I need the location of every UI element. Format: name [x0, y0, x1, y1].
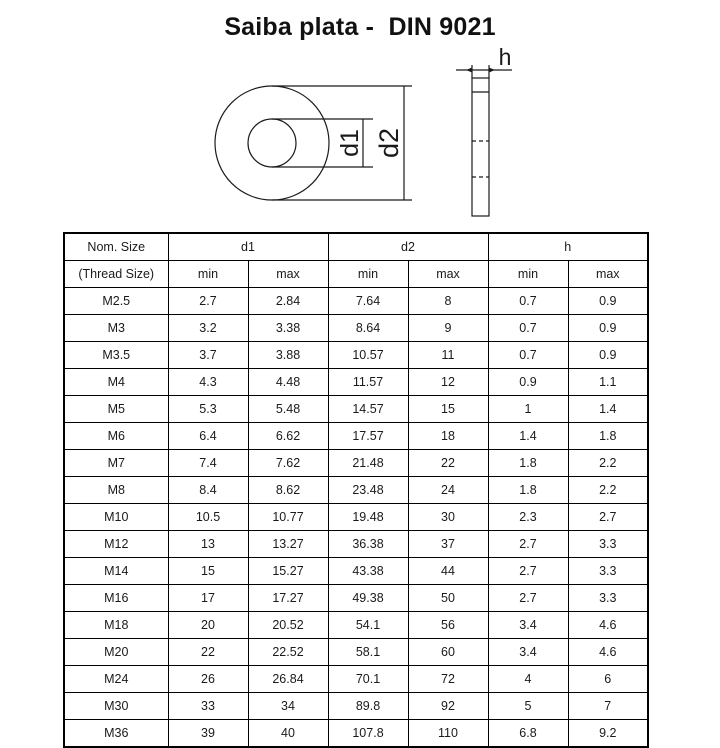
table-row: [64, 720, 648, 748]
cell-d1-min: 2.7: [168, 288, 248, 315]
table-row: [64, 342, 648, 369]
cell-h-min: 2.7: [488, 585, 568, 612]
cell-d2-min: 49.38: [328, 585, 408, 612]
cell-d2-min: 8.64: [328, 315, 408, 342]
cell-d2-max: 22: [408, 450, 488, 477]
cell-d1-min: 4.3: [168, 369, 248, 396]
cell-d2-max: 15: [408, 396, 488, 423]
cell-d2-max: 50: [408, 585, 488, 612]
cell-d1-min: 26: [168, 666, 248, 693]
cell-nom-size: M3: [64, 315, 168, 342]
d1-label: d1: [336, 129, 364, 157]
cell-d2-max: 37: [408, 531, 488, 558]
cell-nom-size: M20: [64, 639, 168, 666]
cell-d1-max: 2.84: [248, 288, 328, 315]
cell-h-max: 0.9: [568, 288, 648, 315]
cell-h-max: 9.2: [568, 720, 648, 748]
table-row: [64, 504, 648, 531]
cell-d2-min: 17.57: [328, 423, 408, 450]
cell-d1-min: 33: [168, 693, 248, 720]
cell-h-max: 0.9: [568, 315, 648, 342]
cell-h-max: 2.7: [568, 504, 648, 531]
cell-d2-min: 11.57: [328, 369, 408, 396]
d2-label: d2: [374, 127, 404, 159]
header-h-min: min: [488, 261, 568, 288]
cell-nom-size: M2.5: [64, 288, 168, 315]
cell-h-min: 2.3: [488, 504, 568, 531]
cell-h-min: 5: [488, 693, 568, 720]
cell-d2-max: 8: [408, 288, 488, 315]
header-d2-min: min: [328, 261, 408, 288]
cell-d1-max: 15.27: [248, 558, 328, 585]
cell-h-min: 3.4: [488, 639, 568, 666]
cell-d2-min: 19.48: [328, 504, 408, 531]
cell-d2-max: 11: [408, 342, 488, 369]
cell-d1-max: 13.27: [248, 531, 328, 558]
page-title: Saiba plata - DIN 9021: [224, 13, 496, 41]
cell-h-max: 3.3: [568, 558, 648, 585]
cell-d2-min: 54.1: [328, 612, 408, 639]
cell-d1-min: 17: [168, 585, 248, 612]
cell-d1-min: 7.4: [168, 450, 248, 477]
cell-h-max: 2.2: [568, 450, 648, 477]
cell-nom-size: M10: [64, 504, 168, 531]
cell-d2-min: 23.48: [328, 477, 408, 504]
cell-h-min: 0.7: [488, 315, 568, 342]
cell-h-min: 6.8: [488, 720, 568, 748]
cell-d2-max: 92: [408, 693, 488, 720]
cell-d1-max: 10.77: [248, 504, 328, 531]
cell-d1-min: 22: [168, 639, 248, 666]
cell-d1-max: 7.62: [248, 450, 328, 477]
cell-h-max: 2.2: [568, 477, 648, 504]
header-group-h: h: [488, 233, 648, 261]
cell-d1-max: 34: [248, 693, 328, 720]
cell-nom-size: M4: [64, 369, 168, 396]
cell-d2-min: 21.48: [328, 450, 408, 477]
table-row: [64, 666, 648, 693]
washer-outer-circle: [215, 86, 329, 200]
table-body: [64, 288, 648, 748]
cell-d2-max: 30: [408, 504, 488, 531]
header-group-d2: d2: [328, 233, 488, 261]
cell-d1-max: 4.48: [248, 369, 328, 396]
cell-h-min: 1.8: [488, 477, 568, 504]
cell-nom-size: M14: [64, 558, 168, 585]
cell-d1-max: 26.84: [248, 666, 328, 693]
cell-d1-max: 40: [248, 720, 328, 748]
table-row: [64, 450, 648, 477]
cell-d1-max: 6.62: [248, 423, 328, 450]
cell-nom-size: M24: [64, 666, 168, 693]
cell-d1-min: 6.4: [168, 423, 248, 450]
cell-nom-size: M16: [64, 585, 168, 612]
cell-nom-size: M3.5: [64, 342, 168, 369]
cell-d1-min: 5.3: [168, 396, 248, 423]
table-row: [64, 288, 648, 315]
cell-d1-max: 5.48: [248, 396, 328, 423]
cell-d2-max: 18: [408, 423, 488, 450]
header-group-d1: d1: [168, 233, 328, 261]
cell-h-min: 0.7: [488, 342, 568, 369]
cell-d2-min: 36.38: [328, 531, 408, 558]
table-row: [64, 531, 648, 558]
table-row: [64, 396, 648, 423]
header-h-max: max: [568, 261, 648, 288]
cell-h-min: 2.7: [488, 558, 568, 585]
table-row: [64, 315, 648, 342]
washer-dimensions-table: [63, 232, 649, 748]
cell-d1-max: 22.52: [248, 639, 328, 666]
washer-inner-hole: [248, 119, 296, 167]
cell-d2-min: 43.38: [328, 558, 408, 585]
cell-h-min: 4: [488, 666, 568, 693]
table-row: [64, 558, 648, 585]
cell-d2-max: 60: [408, 639, 488, 666]
cell-h-max: 4.6: [568, 612, 648, 639]
table-row: [64, 423, 648, 450]
cell-h-max: 3.3: [568, 531, 648, 558]
cell-h-max: 3.3: [568, 585, 648, 612]
table-row: [64, 612, 648, 639]
cell-d1-max: 8.62: [248, 477, 328, 504]
cell-d2-max: 44: [408, 558, 488, 585]
cell-h-max: 6: [568, 666, 648, 693]
cell-d1-min: 3.7: [168, 342, 248, 369]
cell-nom-size: M8: [64, 477, 168, 504]
cell-nom-size: M7: [64, 450, 168, 477]
cell-h-min: 0.7: [488, 288, 568, 315]
header-nom-size-line1: Nom. Size: [64, 233, 168, 261]
table-header-row-subs: [64, 261, 648, 288]
washer-technical-drawing: [60, 45, 660, 225]
cell-h-max: 1.1: [568, 369, 648, 396]
cell-h-min: 3.4: [488, 612, 568, 639]
cell-nom-size: M5: [64, 396, 168, 423]
cell-d2-min: 70.1: [328, 666, 408, 693]
cell-d2-max: 56: [408, 612, 488, 639]
h-arrow-left: [466, 68, 472, 73]
cell-d2-max: 72: [408, 666, 488, 693]
cell-d2-min: 107.8: [328, 720, 408, 748]
cell-d2-min: 89.8: [328, 693, 408, 720]
cell-h-max: 4.6: [568, 639, 648, 666]
washer-side-view: [472, 78, 489, 216]
table-row: [64, 693, 648, 720]
table-header-row-groups: [64, 233, 648, 261]
cell-d2-min: 14.57: [328, 396, 408, 423]
header-d2-max: max: [408, 261, 488, 288]
cell-h-max: 1.8: [568, 423, 648, 450]
cell-h-max: 1.4: [568, 396, 648, 423]
cell-h-min: 1.4: [488, 423, 568, 450]
cell-d1-min: 8.4: [168, 477, 248, 504]
cell-d1-min: 39: [168, 720, 248, 748]
table-row: [64, 585, 648, 612]
cell-h-min: 1.8: [488, 450, 568, 477]
table-row: [64, 639, 648, 666]
cell-h-min: 1: [488, 396, 568, 423]
cell-d2-max: 24: [408, 477, 488, 504]
cell-d1-max: 3.38: [248, 315, 328, 342]
cell-nom-size: M30: [64, 693, 168, 720]
table-row: [64, 477, 648, 504]
header-d1-min: min: [168, 261, 248, 288]
cell-d2-max: 9: [408, 315, 488, 342]
cell-h-max: 0.9: [568, 342, 648, 369]
cell-d1-min: 13: [168, 531, 248, 558]
drawing-svg: [60, 45, 660, 225]
cell-d1-max: 20.52: [248, 612, 328, 639]
cell-nom-size: M12: [64, 531, 168, 558]
cell-d1-max: 17.27: [248, 585, 328, 612]
h-arrow-right: [489, 68, 495, 73]
cell-d2-max: 12: [408, 369, 488, 396]
cell-d2-min: 58.1: [328, 639, 408, 666]
cell-d2-min: 10.57: [328, 342, 408, 369]
table-header: [64, 233, 648, 288]
header-d1-max: max: [248, 261, 328, 288]
cell-d1-max: 3.88: [248, 342, 328, 369]
cell-nom-size: M18: [64, 612, 168, 639]
header-nom-size-line2: (Thread Size): [64, 261, 168, 288]
cell-d1-min: 15: [168, 558, 248, 585]
table-row: [64, 369, 648, 396]
cell-d1-min: 3.2: [168, 315, 248, 342]
cell-d2-max: 110: [408, 720, 488, 748]
cell-h-max: 7: [568, 693, 648, 720]
cell-h-min: 2.7: [488, 531, 568, 558]
h-label: h: [498, 45, 512, 70]
cell-d1-min: 10.5: [168, 504, 248, 531]
cell-d1-min: 20: [168, 612, 248, 639]
cell-h-min: 0.9: [488, 369, 568, 396]
cell-nom-size: M36: [64, 720, 168, 748]
cell-nom-size: M6: [64, 423, 168, 450]
cell-d2-min: 7.64: [328, 288, 408, 315]
